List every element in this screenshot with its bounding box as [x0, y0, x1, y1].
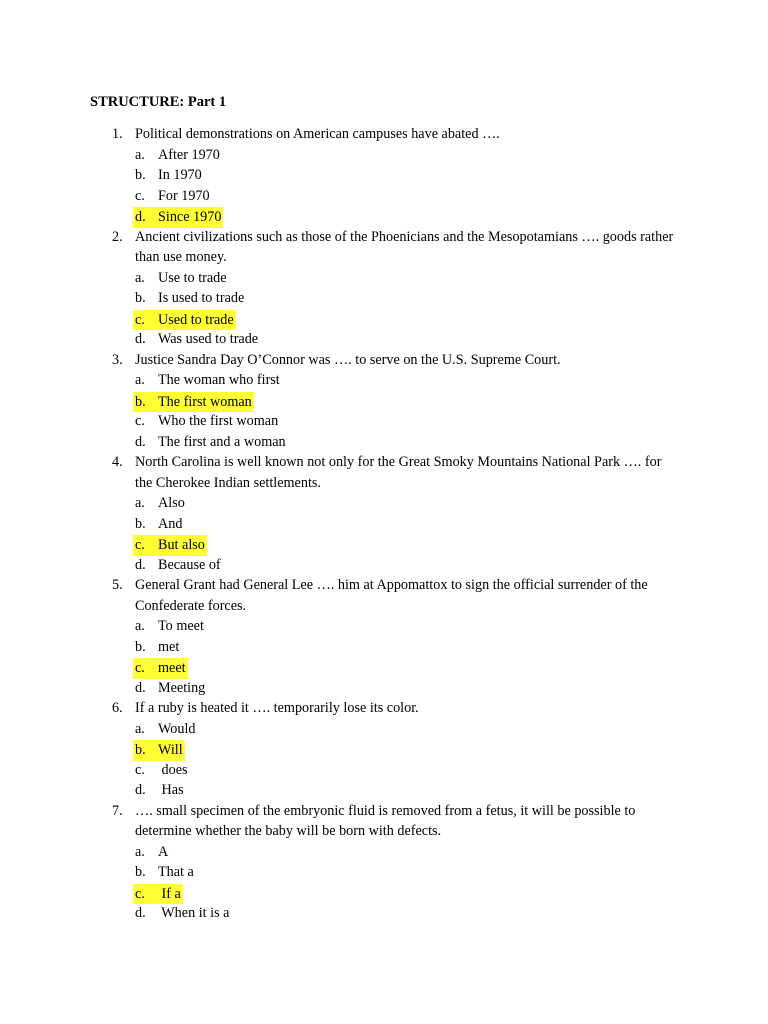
option-b: [0, 165, 768, 186]
option-text: After 1970: [158, 146, 220, 163]
answer-highlight: [133, 207, 223, 226]
question-number: 7.: [112, 802, 123, 819]
option-letter: d.: [135, 556, 146, 573]
option-letter: b.: [135, 393, 146, 410]
option-d: [0, 329, 768, 350]
option-text: The first and a woman: [158, 433, 286, 450]
question-7: [0, 801, 768, 924]
option-a: [0, 493, 768, 514]
option-letter: c.: [135, 885, 145, 902]
question-text: …. small specimen of the embryonic fluid is removed from a fetus, it will be possible to determine whether the baby will be born with defects.: [135, 802, 636, 839]
option-text: If a: [158, 885, 181, 902]
answer-highlight: [133, 658, 188, 677]
option-letter: a.: [135, 618, 145, 634]
option-letter: a.: [135, 146, 145, 163]
option-letter: b.: [135, 638, 146, 655]
option-letter: a.: [135, 495, 145, 511]
option-text: does: [158, 761, 188, 778]
option-text: For 1970: [158, 187, 210, 204]
question-text: North Carolina is well known not only for the Great Smoky Mountains National Park …. for the Cherokee Indian settlements.: [135, 454, 662, 491]
question-number: 1.: [112, 126, 123, 142]
option-text: Also: [158, 495, 185, 511]
option-letter: d.: [135, 905, 146, 921]
option-text: Is used to trade: [158, 290, 245, 306]
option-text: meet: [158, 660, 186, 676]
option-a: [0, 370, 768, 391]
option-b: [0, 514, 768, 535]
question-text: General Grant had General Lee …. him at Appomattox to sign the official surrender of the Confederate forces.: [135, 577, 648, 614]
option-text: Meeting: [158, 679, 206, 696]
option-d-correct: [0, 206, 768, 227]
option-c: [0, 760, 768, 781]
question-text: Justice Sandra Day O’Connor was …. to serve on the U.S. Supreme Court.: [135, 351, 561, 368]
option-text: Since 1970: [158, 209, 222, 225]
option-text: Will: [158, 742, 183, 758]
option-c-correct: [0, 883, 768, 904]
option-b-correct: [0, 739, 768, 760]
option-text: But also: [158, 537, 205, 553]
question-stem: [0, 350, 675, 371]
option-c-correct: [0, 309, 768, 330]
option-d: [0, 432, 768, 453]
option-b: [0, 637, 768, 658]
question-stem: [0, 801, 675, 842]
option-letter: d.: [135, 331, 146, 347]
option-text: Because of: [158, 556, 221, 573]
answer-highlight: [133, 392, 254, 411]
answer-highlight: [133, 740, 185, 759]
option-letter: c.: [135, 413, 145, 429]
option-letter: d.: [135, 433, 146, 450]
option-b: [0, 288, 768, 309]
option-text: When it is a: [158, 905, 230, 921]
option-d: [0, 555, 768, 576]
question-number: 5.: [112, 577, 123, 593]
option-letter: c.: [135, 761, 145, 778]
option-letter: a.: [135, 843, 145, 860]
option-a: [0, 719, 768, 740]
question-3: [0, 350, 768, 453]
question-text: If a ruby is heated it …. temporarily lose its color.: [135, 700, 419, 716]
option-a: [0, 616, 768, 637]
question-number: 2.: [112, 228, 123, 245]
option-text: Used to trade: [158, 311, 234, 328]
option-c: [0, 411, 768, 432]
option-letter: a.: [135, 720, 145, 737]
question-stem: [0, 124, 675, 145]
option-letter: d.: [135, 679, 146, 696]
question-text: Ancient civilizations such as those of the Phoenicians and the Mesopotamians …. goods rather than use money.: [135, 228, 674, 265]
option-b: [0, 862, 768, 883]
option-a: [0, 842, 768, 863]
option-letter: a.: [135, 372, 145, 388]
answer-highlight: [133, 535, 207, 554]
option-text: Has: [158, 782, 184, 798]
option-c: [0, 186, 768, 207]
question-text: Political demonstrations on American campuses have abated ….: [135, 126, 500, 142]
option-text: Who the first woman: [158, 413, 279, 429]
option-text: To meet: [158, 618, 204, 634]
question-1: [0, 124, 768, 227]
option-d: [0, 903, 768, 924]
question-number: 6.: [112, 700, 123, 716]
option-text: And: [158, 515, 183, 532]
option-text: The first woman: [158, 393, 252, 410]
option-text: The woman who first: [158, 372, 280, 388]
option-b-correct: [0, 391, 768, 412]
option-letter: c.: [135, 660, 145, 676]
question-4: [0, 452, 768, 575]
option-letter: b.: [135, 864, 146, 880]
option-letter: b.: [135, 515, 146, 532]
question-number: 3.: [112, 351, 123, 368]
page-title: STRUCTURE: Part 1: [90, 94, 227, 110]
option-d: [0, 780, 768, 801]
answer-highlight: [133, 884, 183, 903]
question-5: [0, 575, 768, 698]
option-text: Use to trade: [158, 269, 227, 286]
option-letter: d.: [135, 782, 146, 798]
option-letter: c.: [135, 311, 145, 328]
question-stem: [0, 452, 675, 493]
option-letter: a.: [135, 269, 145, 286]
option-text: A: [158, 843, 169, 860]
question-list: [0, 124, 768, 924]
option-letter: b.: [135, 290, 146, 306]
option-text: In 1970: [158, 167, 202, 183]
option-text: Was used to trade: [158, 331, 259, 347]
option-a: [0, 145, 768, 166]
option-c-correct: [0, 657, 768, 678]
option-letter: b.: [135, 167, 146, 183]
option-letter: d.: [135, 209, 146, 225]
question-stem: [0, 575, 675, 616]
answer-highlight: [133, 310, 236, 329]
option-text: Would: [158, 720, 196, 737]
option-letter: b.: [135, 742, 146, 758]
option-d: [0, 678, 768, 699]
option-text: met: [158, 638, 180, 655]
question-stem: [0, 227, 675, 268]
option-a: [0, 268, 768, 289]
option-letter: c.: [135, 537, 145, 553]
question-2: [0, 227, 768, 350]
option-letter: c.: [135, 187, 145, 204]
option-c-correct: [0, 534, 768, 555]
question-6: [0, 698, 768, 801]
option-text: That a: [158, 864, 194, 880]
question-stem: [0, 698, 675, 719]
question-number: 4.: [112, 454, 123, 470]
